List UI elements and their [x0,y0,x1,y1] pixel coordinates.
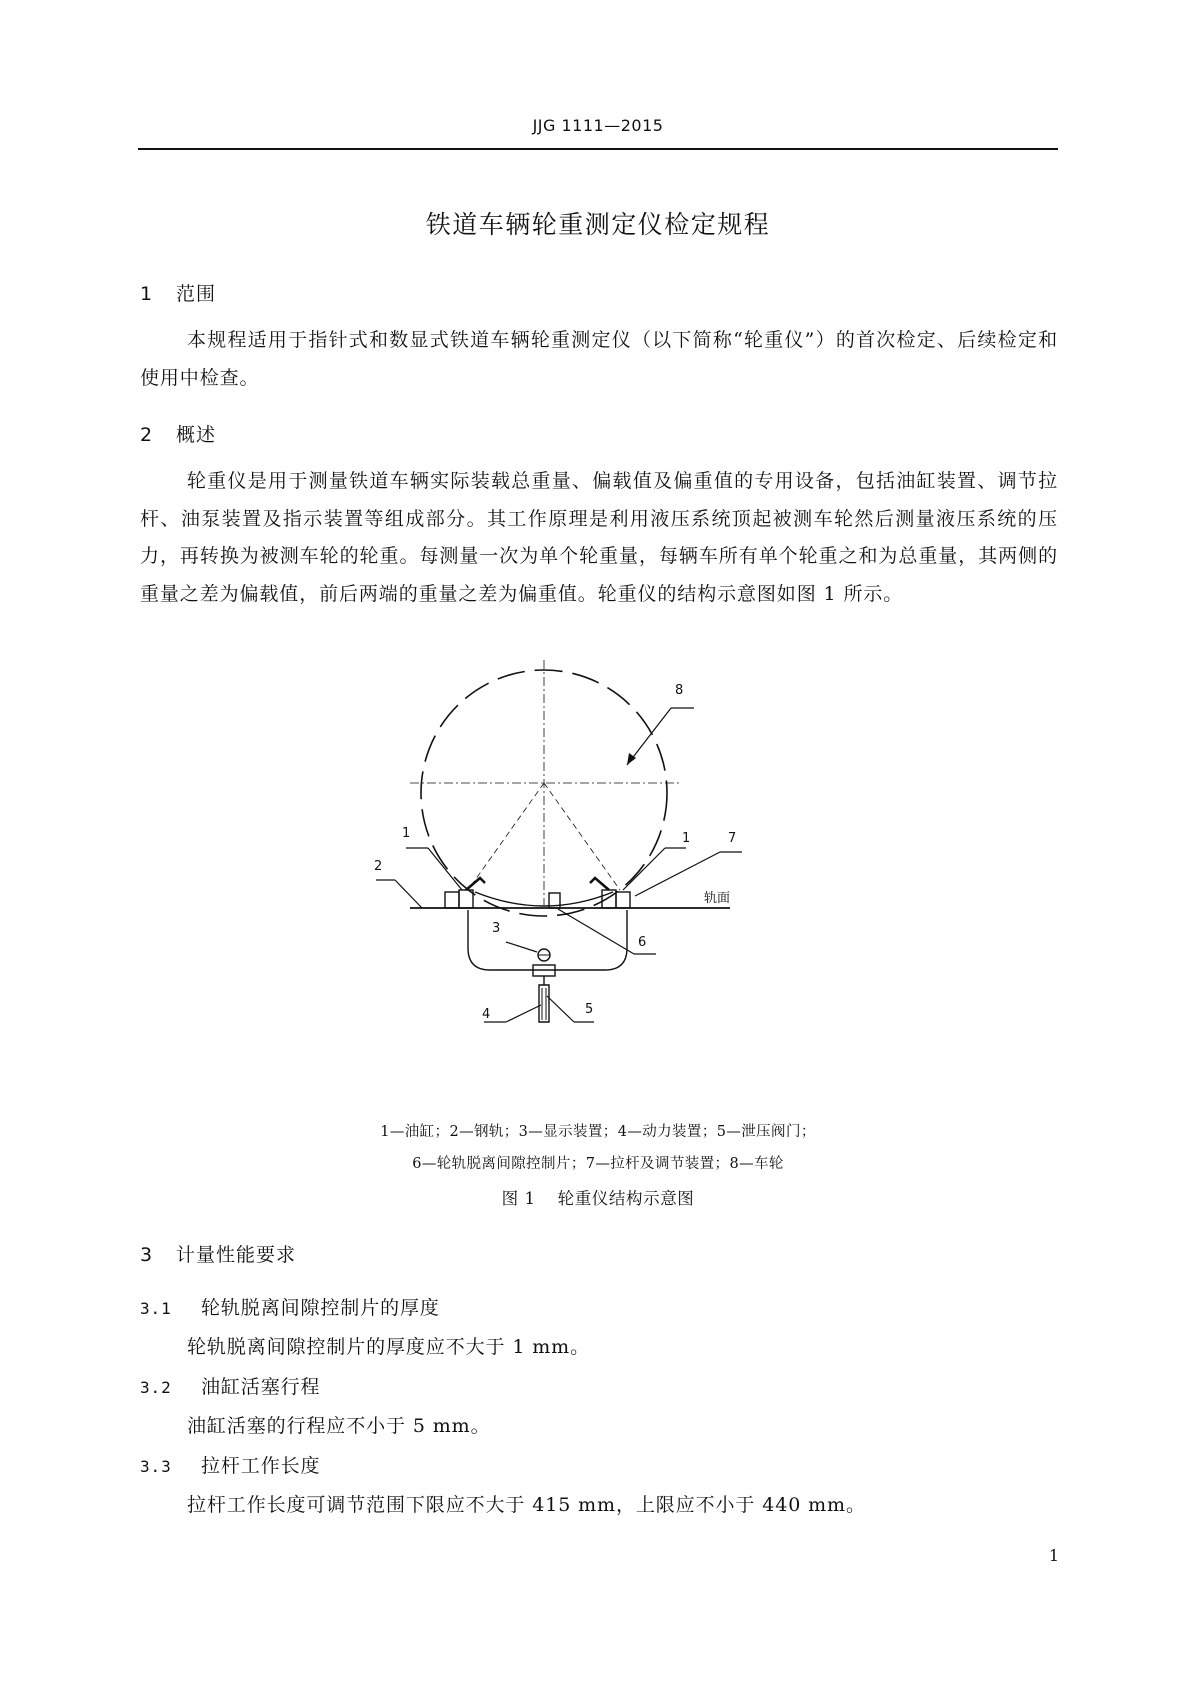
item-3-3-text: 拉杆工作长度可调节范围下限应不大于 415 mm，上限应不小于 440 mm。 [187,1494,866,1516]
callout-1-left: 1 [402,826,411,841]
section-2-paragraph: 轮重仪是用于测量铁道车辆实际装载总重量、偏载值及偏重值的专用设备，包括油缸装置、调节拉杆、油泵装置及指示装置等组成部分。其工作原理是利用液压系统顶起被测车轮然后测量液压系统的压力，再转换为被测车轮的轮重。每测量一次为单个轮重量，每辆车所有单个轮重之和为总重量，其两侧的重量之差为偏载值，前后两端的重量之差为偏重值。轮重仪的结构示意图如图 1 所示。 [140,470,1058,605]
item-3-2-title: 油缸活塞行程 [201,1376,321,1398]
item-3-1-heading [140,1293,440,1320]
leader-3 [506,942,537,952]
callout-1-right: 1 [682,831,691,846]
figure-caption-text: 轮重仪结构示意图 [557,1189,695,1208]
header-divider [138,148,1058,150]
left-contact-radius [468,783,544,890]
item-3-1-number: 3.1 [140,1299,172,1318]
right-cylinder-inner [602,890,616,908]
right-contact-radius [544,783,620,890]
leader-1-left [428,848,462,890]
page-number: 1 [1048,1546,1059,1565]
callout-5: 5 [585,1002,594,1017]
document-title: 铁道车辆轮重测定仪检定规程 [425,210,771,239]
pump-handle [542,988,546,1020]
section-2-heading [140,420,216,447]
callout-7: 7 [728,831,737,846]
callout-4: 4 [482,1007,491,1022]
item-3-1-title: 轮轨脱离间隙控制片的厚度 [201,1297,440,1319]
section-2-title: 概述 [176,424,217,446]
callout-6: 6 [638,935,647,950]
item-3-3-number: 3.3 [140,1457,172,1476]
leader-5 [547,996,574,1022]
section-1-number: 1 [140,283,154,305]
item-3-1-text: 轮轨脱离间隙控制片的厚度应不大于 1 mm。 [187,1336,591,1358]
item-3-2-heading [140,1372,320,1399]
item-3-2-text: 油缸活塞的行程应不小于 5 mm。 [187,1415,491,1437]
section-1-heading [140,279,216,306]
figure-legend-line-2: 6—轮轨脱离间隙控制片；7—拉杆及调节装置；8—车轮 [412,1156,784,1172]
leader-7 [635,852,720,896]
item-3-3-title: 拉杆工作长度 [201,1455,321,1477]
figure-caption-number: 图 1 [501,1189,536,1208]
callout-3: 3 [492,921,501,936]
callout-8: 8 [675,683,684,698]
pump-body [539,985,549,1022]
right-rod-arm [590,878,609,890]
section-3-number: 3 [140,1244,154,1266]
left-cylinder-outer [445,892,459,908]
section-1-title: 范围 [176,283,217,305]
wheel-weight-structure-diagram [374,683,800,1110]
figure-legend-line-1: 1—油缸；2—钢轨；3—显示装置；4—动力装置；5—泄压阀门； [380,1124,816,1140]
left-rod-arm [466,878,485,890]
leader-6 [558,909,634,954]
callout-2: 2 [374,859,383,874]
base-frame [468,910,627,970]
rail-surface-label: 轨面 [704,891,731,906]
item-3-3-heading [140,1451,320,1478]
section-1-paragraph: 本规程适用于指针式和数显式铁道车辆轮重测定仪（以下简称“轮重仪”）的首次检定、后续检定和使用中检查。 [140,329,1058,389]
leader-2 [395,880,422,908]
leader-4 [506,1005,541,1022]
diagram-svg [374,683,800,1110]
section-3-title: 计量性能要求 [176,1244,297,1266]
section-3-heading [140,1240,296,1267]
right-cylinder-outer [616,892,630,908]
item-3-2-number: 3.2 [140,1378,172,1397]
section-2-number: 2 [140,424,154,446]
figure-caption [138,1185,1058,1209]
standard-code-header: JJG 1111—2015 [532,116,664,135]
